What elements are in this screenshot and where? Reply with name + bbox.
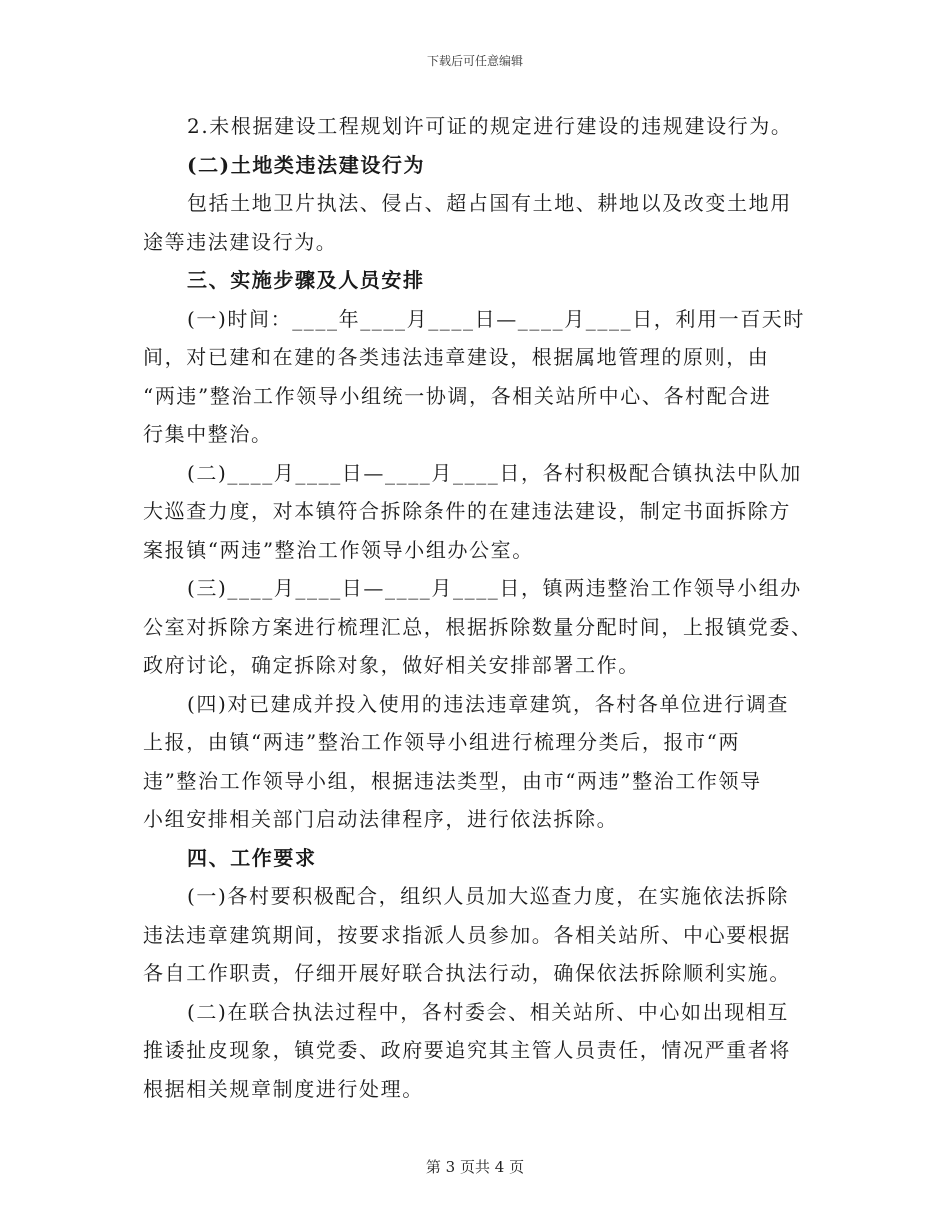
page-footer: 第 3 页共 4 页 (425, 1158, 525, 1176)
text-line: (四)对已建成并投入使用的违法违章建筑，各村各单位进行调查 (187, 691, 790, 716)
text-line: 根据相关规章制度进行处理。 (143, 1076, 424, 1101)
text-line: 小组安排相关部门启动法律程序，进行依法拆除。 (143, 807, 619, 831)
text-line: “两违”整治工作领导小组统一协调，各相关站所中心、各村配合进 (143, 383, 772, 408)
text-line: (三)____月____日—____月____日，镇两违整治工作领导小组办 (187, 576, 802, 600)
text-line: 包括土地卫片执法、侵占、超占国有土地、耕地以及改变土地用 (187, 191, 792, 215)
paragraph (143, 107, 803, 146)
text-line: 违法违章建筑期间，按要求指派人员参加。各相关站所、中心要根据 (143, 922, 791, 947)
text-line: 行集中整治。 (143, 422, 273, 446)
section-heading (143, 839, 803, 878)
paragraph (143, 569, 813, 685)
text-line: 公室对拆除方案进行梳理汇总，根据拆除数量分配时间，上报镇党委、 (143, 614, 813, 639)
section-heading (143, 146, 803, 185)
paragraph (143, 877, 803, 993)
section-heading (143, 261, 803, 300)
text-line: 途等违法建设行为。 (143, 229, 338, 254)
page-header: 下载后可任意编辑 (426, 54, 523, 68)
text-line: 三、实施步骤及人员安排 (187, 268, 425, 292)
text-line: (一)各村要积极配合，组织人员加大巡查力度，在实施依法拆除 (187, 884, 790, 908)
text-line: 四、工作要求 (187, 845, 317, 870)
text-line: 上报，由镇“两违”整治工作领导小组进行梳理分类后，报市“两 (143, 730, 741, 754)
paragraph (143, 184, 803, 261)
text-line: 各自工作职责，仔细开展好联合执法行动，确保依法拆除顺利实施。 (143, 961, 791, 985)
text-line: 大巡查力度，对本镇符合拆除条件的在建违法建设，制定书面拆除方 (143, 499, 791, 523)
text-line: (一)时间：____年____月____日—____月____日，利用一百天时 (187, 306, 806, 331)
text-line: (二)在联合执法过程中，各村委会、相关站所、中心如出现相互 (187, 999, 790, 1024)
paragraph (143, 454, 803, 570)
document-body (143, 107, 813, 1108)
text-line: 2.未根据建设工程规划许可证的规定进行建设的违规建设行为。 (187, 114, 793, 138)
paragraph (143, 300, 806, 454)
text-line: 推诿扯皮现象，镇党委、政府要追究其主管人员责任，情况严重者将 (143, 1038, 791, 1062)
text-line: 违”整治工作领导小组，根据违法类型，由市“两违”整治工作领导 (143, 768, 762, 793)
text-line: 政府讨论，确定拆除对象，做好相关安排部署工作。 (143, 653, 640, 677)
text-line: 间，对已建和在建的各类违法违章建设，根据属地管理的原则，由 (143, 345, 770, 369)
text-line: (二)土地类违法建设行为 (187, 152, 426, 177)
text-line: 案报镇“两违”整治工作领导小组办公室。 (143, 537, 534, 562)
paragraph (143, 993, 803, 1109)
text-line: (二)____月____日—____月____日，各村积极配合镇执法中队加 (187, 460, 802, 485)
paragraph (143, 685, 803, 839)
